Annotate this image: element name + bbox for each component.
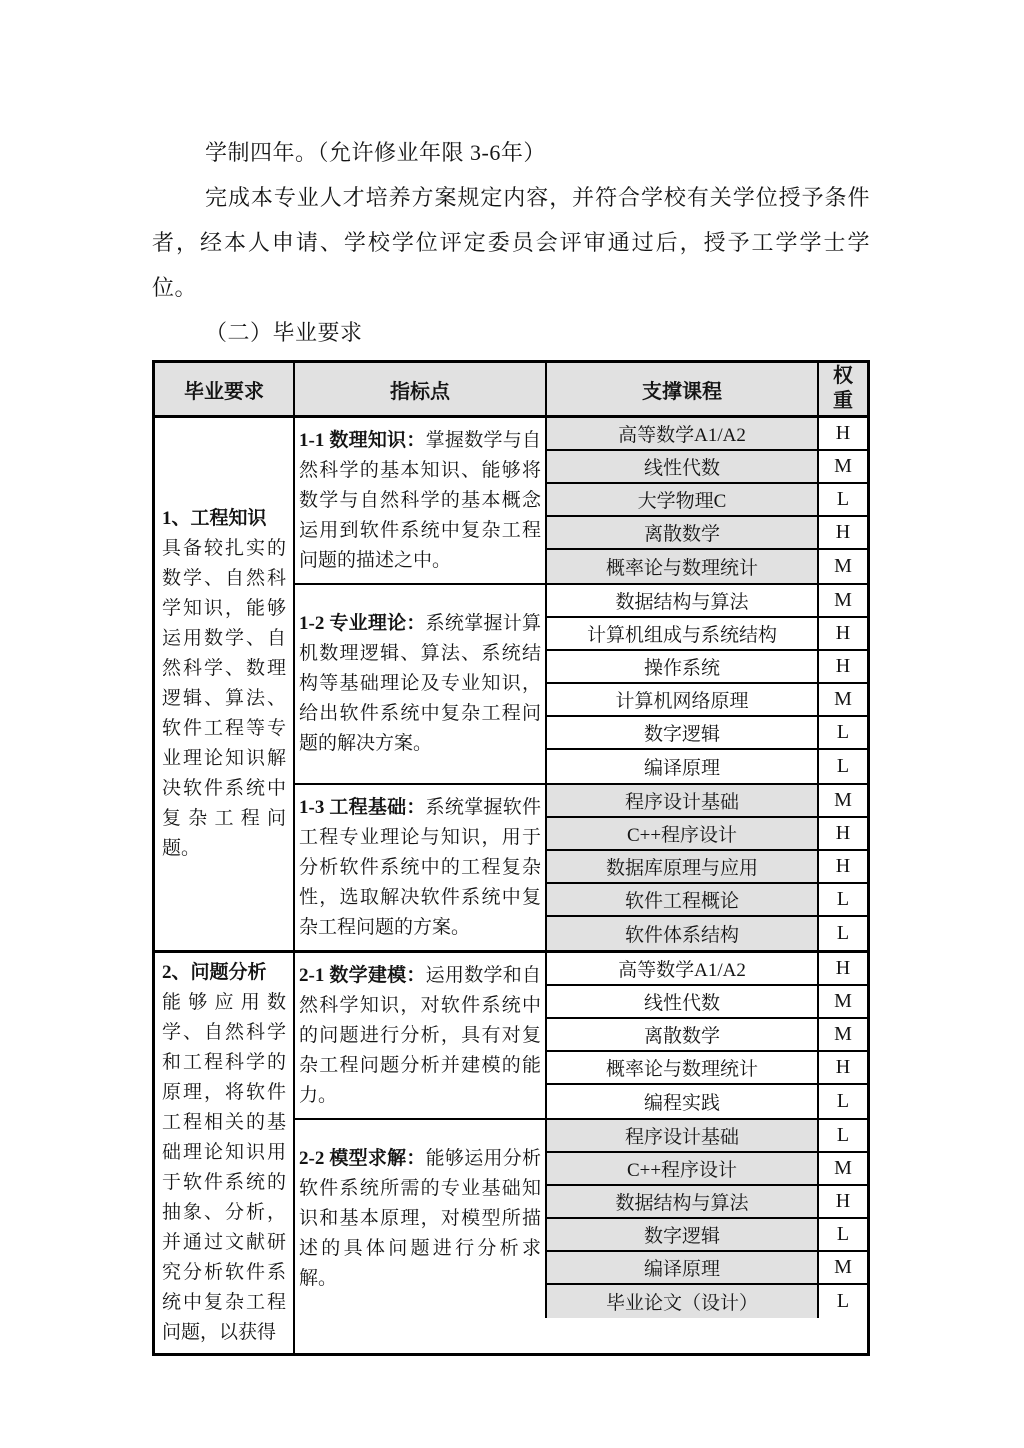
course-cell: 操作系统 bbox=[547, 651, 819, 682]
course-row bbox=[547, 618, 867, 651]
header-courses: 支撑课程 bbox=[547, 363, 819, 415]
weight-cell: H bbox=[819, 953, 867, 984]
requirement-cell-1 bbox=[155, 418, 295, 950]
course-row bbox=[547, 684, 867, 717]
indicator-cell-1-3 bbox=[295, 785, 547, 950]
course-row bbox=[547, 1153, 867, 1186]
indicator-group-1-2 bbox=[295, 585, 867, 785]
requirement-body-1: 具备较扎实的数学、自然科学知识，能够运用数学、自然科学、数理逻辑、算法、软件工程等专业理论知识解决软件系统中复杂工程问题。 bbox=[162, 538, 286, 859]
course-row bbox=[547, 750, 867, 783]
course-row bbox=[547, 651, 867, 684]
indicator-cell-2-1 bbox=[295, 953, 547, 1118]
course-list bbox=[547, 418, 867, 583]
indicator-label-1-2: 1-2 专业理论： bbox=[299, 613, 426, 634]
course-cell: 大学物理C bbox=[547, 484, 819, 515]
indicator-label-2-2: 2-2 模型求解： bbox=[299, 1148, 426, 1169]
paragraph-degree-award: 完成本专业人才培养方案规定内容，并符合学校有关学位授予条件者，经本人申请、学校学位评定委员会评审通过后，授予工学学士学位。 bbox=[152, 185, 870, 300]
indicator-text-1-3: 系统掌握软件工程专业理论与知识，用于分析软件系统中的工程复杂性，选取解决软件系统中复杂工程问题的方案。 bbox=[299, 796, 541, 938]
course-cell: 计算机网络原理 bbox=[547, 684, 819, 715]
indicator-text-2-2: 能够运用分析软件系统所需的专业基础知识和基本原理，对模型所描述的具体问题进行分析求解。 bbox=[299, 1148, 541, 1289]
course-row bbox=[547, 1285, 867, 1318]
course-row bbox=[547, 418, 867, 451]
weight-cell: M bbox=[819, 1153, 867, 1184]
weight-cell: L bbox=[819, 1120, 867, 1151]
indicator-label-1-1: 1-1 数理知识： bbox=[299, 429, 426, 451]
course-list bbox=[547, 785, 867, 950]
course-list bbox=[547, 953, 867, 1118]
indicator-cell-1-2 bbox=[295, 585, 547, 783]
requirement-title-2: 2、问题分析 bbox=[162, 962, 267, 983]
course-row bbox=[547, 1252, 867, 1285]
course-cell: 数字逻辑 bbox=[547, 717, 819, 748]
course-cell: 软件工程概论 bbox=[547, 884, 819, 915]
section-problem-analysis bbox=[155, 953, 867, 1353]
heading-graduation-requirements: （二）毕业要求 bbox=[205, 320, 363, 345]
weight-cell: H bbox=[819, 517, 867, 548]
course-cell: 编译原理 bbox=[547, 1252, 819, 1283]
course-row bbox=[547, 717, 867, 750]
weight-cell: L bbox=[819, 917, 867, 950]
weight-cell: L bbox=[819, 717, 867, 748]
weight-cell: M bbox=[819, 1252, 867, 1283]
course-cell: 软件体系结构 bbox=[547, 917, 819, 950]
section-engineering-knowledge bbox=[155, 418, 867, 953]
course-row bbox=[547, 818, 867, 851]
course-row bbox=[547, 917, 867, 950]
weight-cell: H bbox=[819, 618, 867, 649]
weight-cell: L bbox=[819, 1219, 867, 1250]
indicator-paragraph bbox=[299, 426, 541, 576]
indicator-cell-2-2 bbox=[295, 1120, 547, 1318]
course-cell: 编译原理 bbox=[547, 750, 819, 783]
course-cell: 高等数学A1/A2 bbox=[547, 953, 819, 984]
weight-cell: L bbox=[819, 1285, 867, 1318]
weight-cell: M bbox=[819, 550, 867, 583]
header-indicator: 指标点 bbox=[295, 363, 547, 415]
course-cell: 程序设计基础 bbox=[547, 785, 819, 816]
course-cell: C++程序设计 bbox=[547, 1153, 819, 1184]
weight-cell: M bbox=[819, 684, 867, 715]
header-requirement: 毕业要求 bbox=[155, 363, 295, 415]
course-list bbox=[547, 585, 867, 783]
course-cell: 离散数学 bbox=[547, 517, 819, 548]
course-cell: 数据结构与算法 bbox=[547, 585, 819, 616]
course-cell: C++程序设计 bbox=[547, 818, 819, 849]
course-row bbox=[547, 550, 867, 583]
requirement-cell-2 bbox=[155, 953, 295, 1353]
weight-cell: H bbox=[819, 818, 867, 849]
course-list bbox=[547, 1120, 867, 1318]
course-cell: 高等数学A1/A2 bbox=[547, 418, 819, 449]
course-cell: 数据库原理与应用 bbox=[547, 851, 819, 882]
course-cell: 数字逻辑 bbox=[547, 1219, 819, 1250]
weight-cell: L bbox=[819, 884, 867, 915]
course-cell: 计算机组成与系统结构 bbox=[547, 618, 819, 649]
indicator-group-2-2 bbox=[295, 1120, 867, 1318]
indicator-groups-2 bbox=[295, 953, 867, 1353]
weight-cell: H bbox=[819, 1186, 867, 1217]
weight-cell: H bbox=[819, 851, 867, 882]
indicator-group-1-3 bbox=[295, 785, 867, 950]
indicator-paragraph bbox=[299, 793, 541, 943]
content-area bbox=[152, 130, 870, 1356]
course-row bbox=[547, 851, 867, 884]
course-row bbox=[547, 1120, 867, 1153]
indicator-cell-1-1 bbox=[295, 418, 547, 583]
course-row bbox=[547, 484, 867, 517]
course-row bbox=[547, 585, 867, 618]
weight-cell: H bbox=[819, 418, 867, 449]
course-cell: 毕业论文（设计） bbox=[547, 1285, 819, 1318]
indicator-group-1-1 bbox=[295, 418, 867, 585]
course-row bbox=[547, 517, 867, 550]
weight-cell: M bbox=[819, 585, 867, 616]
weight-cell: L bbox=[819, 1085, 867, 1118]
course-cell: 离散数学 bbox=[547, 1019, 819, 1050]
indicator-label-2-1: 2-1 数学建模： bbox=[299, 964, 426, 986]
weight-cell: M bbox=[819, 451, 867, 482]
weight-cell: M bbox=[819, 1019, 867, 1050]
course-cell: 概率论与数理统计 bbox=[547, 1052, 819, 1083]
course-cell: 概率论与数理统计 bbox=[547, 550, 819, 583]
course-row bbox=[547, 1085, 867, 1118]
course-row bbox=[547, 884, 867, 917]
header-weight: 权重 bbox=[833, 365, 853, 412]
indicator-text-2-1: 运用数学和自然科学知识，对软件系统中的问题进行分析，具有对复杂工程问题分析并建模的能力。 bbox=[299, 964, 541, 1106]
course-row bbox=[547, 986, 867, 1019]
indicator-paragraph bbox=[299, 1144, 541, 1294]
indicator-text-1-2: 系统掌握计算机数理逻辑、算法、系统结构等基础理论及专业知识，给出软件系统中复杂工程问题的解决方案。 bbox=[299, 613, 541, 754]
course-cell: 线性代数 bbox=[547, 986, 819, 1017]
course-row bbox=[547, 1186, 867, 1219]
indicator-groups-1 bbox=[295, 418, 867, 950]
course-cell: 编程实践 bbox=[547, 1085, 819, 1118]
course-row bbox=[547, 1052, 867, 1085]
requirement-title-1: 1、工程知识 bbox=[162, 508, 267, 529]
course-row bbox=[547, 953, 867, 986]
weight-cell: L bbox=[819, 484, 867, 515]
course-row bbox=[547, 785, 867, 818]
course-cell: 线性代数 bbox=[547, 451, 819, 482]
course-row bbox=[547, 451, 867, 484]
indicator-text-1-1: 掌握数学与自然科学的基本知识、能够将数学与自然科学的基本概念运用到软件系统中复杂工程问题的描述之中。 bbox=[299, 429, 541, 571]
table-header-row bbox=[155, 363, 867, 418]
course-row bbox=[547, 1019, 867, 1052]
indicator-label-1-3: 1-3 工程基础： bbox=[299, 796, 426, 818]
paragraph-study-duration: 学制四年。（允许修业年限 3-6年） bbox=[205, 140, 546, 165]
weight-cell: M bbox=[819, 785, 867, 816]
weight-cell: M bbox=[819, 986, 867, 1017]
course-row bbox=[547, 1219, 867, 1252]
weight-cell: H bbox=[819, 1052, 867, 1083]
weight-cell: H bbox=[819, 651, 867, 682]
course-cell: 程序设计基础 bbox=[547, 1120, 819, 1151]
weight-cell: L bbox=[819, 750, 867, 783]
indicator-group-2-1 bbox=[295, 953, 867, 1120]
course-cell: 数据结构与算法 bbox=[547, 1186, 819, 1217]
graduation-requirements-table bbox=[152, 360, 870, 1356]
indicator-paragraph bbox=[299, 961, 541, 1111]
requirement-body-2: 能够应用数学、自然科学和工程科学的原理，将软件工程相关的基础理论知识用于软件系统的抽象、分析，并通过文献研究分析软件系统中复杂工程问题，以获得 bbox=[162, 992, 286, 1343]
indicator-paragraph bbox=[299, 609, 541, 759]
